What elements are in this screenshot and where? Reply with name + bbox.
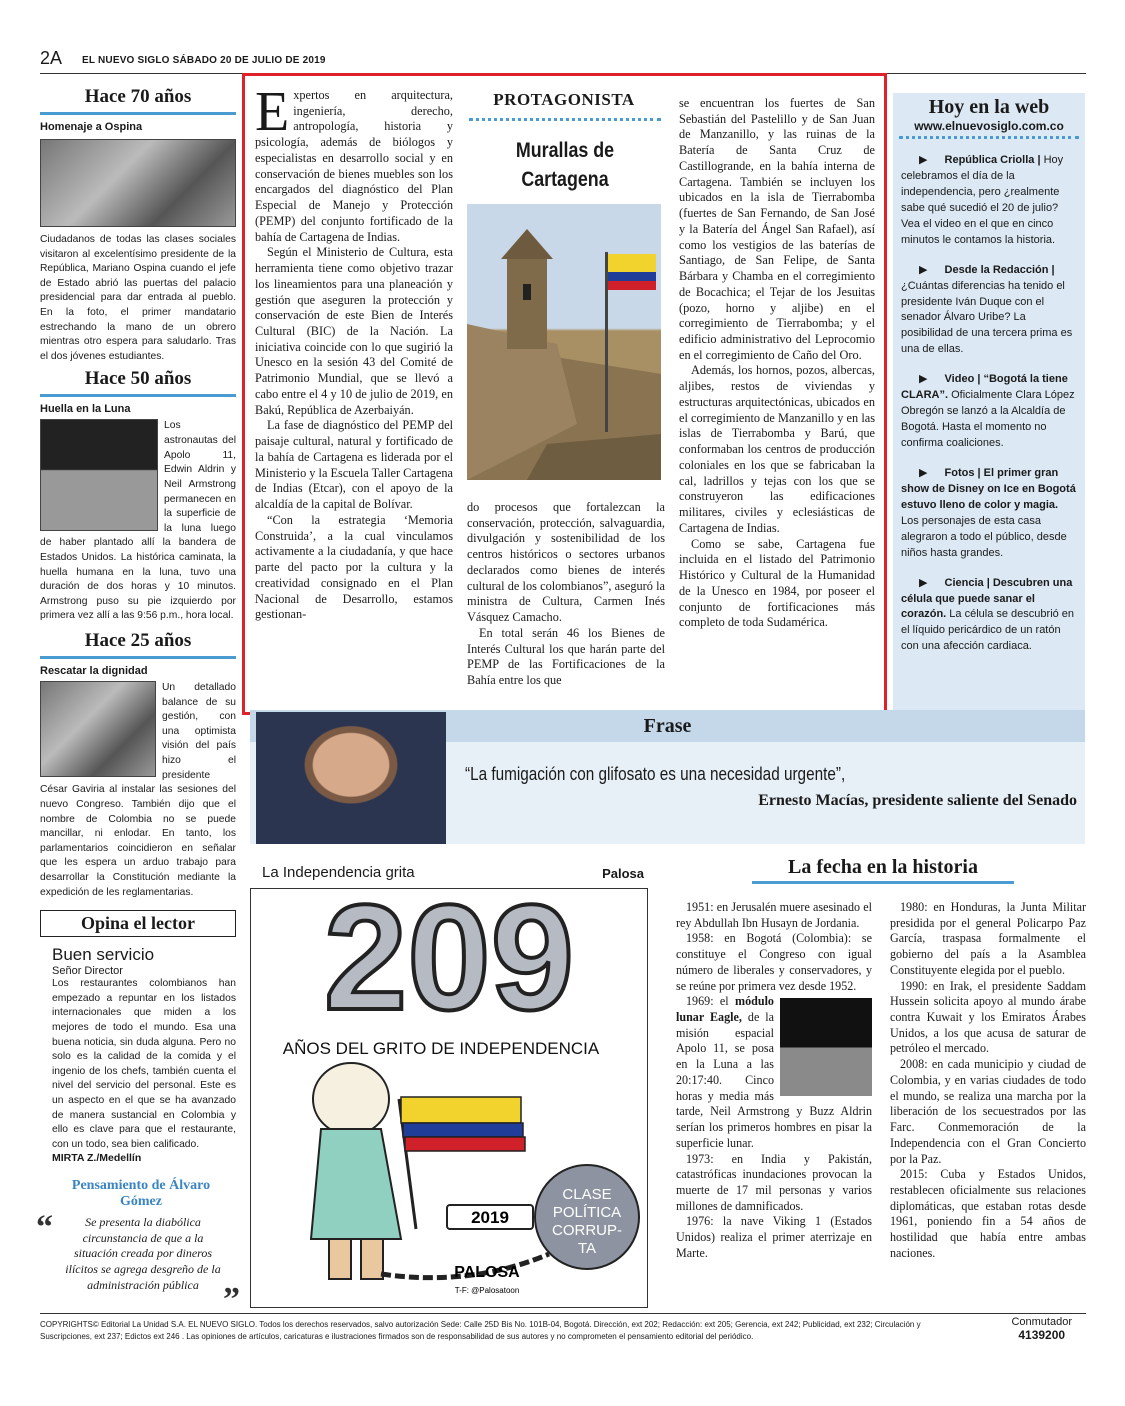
article-p7: se encuentran los fuertes de San Sebastián del Pastelillo y de San Juan de Manzanillo, y las ruinas de la Batería de Santa Cruz de Castillogrande, en la bahía interna de Cartagena. También se incluyen los ubicados en la isla de Tierrabomba (fuertes de San Fernando, de San José y la Batería del Ángel San Rafael), así como los vestigios de las baterías de Santiago, de San Felipe, de Santa Bárbara y Chamba en el corregimiento de Bocachica; el Tejar de los Jesuitas (pozo, horno y aljibe) en el corregimiento de Tierrabomba; y el edificio administrativo del Leprocomio en el corregimiento de Caño del Oro.	[679, 96, 875, 362]
pensamiento-text: Se presenta la diabólica circunstancia de que a la situación creada por dineros ilícitos se agrega desgreño de la administración pública	[65, 1215, 221, 1292]
web-item[interactable]	[901, 576, 1077, 656]
ball-line-2: POLÍTICA	[552, 1204, 622, 1221]
web-item-text: Oficialmente Clara López Obregón se lanzó a la Alcaldía de Bogotá. Hasta el momento no confirma coaliciones.	[901, 389, 1075, 449]
section-sub-70: Homenaje a Ospina	[40, 121, 143, 133]
cartoon-209: 209	[323, 889, 575, 1041]
text-70: Ciudadanos de todas las clases sociales visitaron al excelentísimo presidente de la República, Mariano Ospina cuando el jefe de Estado abrió las puertas del palacio presidencial para dar entrada al pueblo. En la foto, el primer mandatario estrechando la mano de un obrero mientras otro espera para saludarlo. Tras el dos jóvenes estudiantes.	[40, 234, 236, 362]
left-column	[36, 86, 240, 1319]
cartoon	[250, 856, 648, 1308]
cartoon-frame	[250, 888, 648, 1308]
event-1958: 1958: en Bogotá (Colombia): se constituye el Congreso con igual número de liberales y conservadores, y se reúne por primera vez desde 1952.	[676, 931, 872, 993]
event-1969-a: 1969: el	[686, 994, 729, 1009]
event-1969-b: módulo lunar Eagle,	[676, 994, 774, 1025]
photo-ospina	[40, 139, 236, 227]
opina-text: Los restaurantes colombianos han empezado a repuntar en los listados internacionales que miden a los mejores de todo el mundo. Esa una buena noticia, sin duda alguna. Pero no solo es la calidad de la comida y el ingenio de los chefs, también cuenta el nivel del servicio del personal. Este es un aspecto en el que se ha avanzado de manera sustancial en Colombia y ello es clave para que el restaurante, con un todo, sea bien calificado.	[52, 978, 236, 1150]
ball-line-1: CLASE	[562, 1186, 612, 1203]
frase-quote: “La fumigación con glifosato es una necesidad urgente”,	[465, 764, 846, 784]
kicker-dots	[469, 118, 661, 121]
ball-line-4: TA	[577, 1240, 597, 1257]
section-title-70: Hace 70 años	[40, 86, 236, 115]
cartoon-credit: T-F: @Palosatoon	[454, 1286, 520, 1295]
article-p8: Además, los hornos, pozos, albercas, aljibes, restos de viviendas y estructuras arquitectónicas, ubicados en el corregimiento de Manzanillo y en las islas de Tierrabomba y Barú, que conformaban los centros de producción coloniales en los que se fabricaban la cal, ladrillos y tejas con los que se construyeron las edificaciones militares, civiles y eclesiásticas de Cartagena de Indias.	[679, 363, 875, 535]
web-url-dots	[899, 136, 1079, 139]
play-icon: ▶	[919, 154, 928, 166]
article-p5: do procesos que fortalezcan la conservación, protección, salvaguardia, divulgación y sostenibilidad de los centros históricos o sectores urbanos declarados como bienes de interés cultural de los colombianos”, aseguró la ministra de Cultura, Carmen Inés Vásquez Camacho.	[467, 500, 665, 625]
fortress-illustration	[467, 204, 661, 480]
event-1990: 1990: en Irak, el presidente Saddam Hussein solicita apoyo al mundo árabe contra Kuwait y los Emiratos Árabes Unidos, a los que acusa de saturar de petróleo el mercado.	[890, 978, 1086, 1056]
article-p1: xpertos en arquitectura, ingeniería, derecho, antropología, historia y psicología, además de biólogos y especialistas en desarrollo social y en conservación de bienes muebles son los encargados del diagnóstico del Plan Especial de Manejo y Protección (PEMP) del conjunto fortificado de la bahía de Cartagena de Indias.	[255, 88, 453, 244]
frase-author: Ernesto Macías, presidente saliente del Senado	[758, 792, 1077, 809]
article-p6: En total serán 46 los Bienes de Interés Cultural los que harán parte del PEMP de las Fortificaciones de la Bahía entre los que	[467, 625, 665, 688]
web-item-text: Hoy celebramos el día de la independencia, pero ¿realmente sabe qué sucedió el 20 de julio? Vea el video en el que en cinco minutos le contamos la historia.	[901, 154, 1064, 246]
text-50: Los astronautas del Apolo 11, Edwin Aldrin y Neil Armstrong permanecen en la superficie de la luna luego de haber plantado allí la bandera de Estados Unidos. La histórica caminata, la huella humana en la luna, tuvo una duración de dos horas y 10 minutos. Armstrong puso su pie izquierdo por primera vez allí a las 9:56 p.m., hora local.	[40, 420, 236, 622]
frase-label: Frase	[250, 710, 1085, 742]
photo-fortress	[467, 204, 661, 480]
article-col-1	[255, 81, 453, 623]
web-url[interactable]: www.elnuevosiglo.com.co	[914, 119, 1064, 133]
opina-headline: Buen servicio	[52, 945, 155, 965]
conmutador-number: 4139200	[1018, 1328, 1066, 1342]
event-1951: 1951: en Jerusalén muere asesinado el rey Abdullah Ibn Husayn de Jordania.	[676, 900, 872, 930]
cartoon-author: Palosa	[602, 866, 644, 881]
web-item[interactable]	[901, 372, 1077, 452]
web-item[interactable]	[901, 466, 1077, 562]
drop-cap: E	[255, 81, 290, 143]
web-item-text: Los personajes de esta casa alegraron a todo el público, desde niños hasta grandes.	[901, 514, 1067, 559]
photo-gaviria	[40, 681, 156, 777]
section-title-25: Hace 25 años	[40, 630, 236, 659]
web-title: Hoy en la web	[928, 96, 1050, 118]
web-item-section: Fotos | El primer gran show de Disney on Ice en Bogotá estuvo lleno de color y magia.	[901, 466, 1076, 511]
cartoon-title: La Independencia grita	[262, 864, 415, 881]
cartoon-year: 2019	[471, 1208, 509, 1227]
section-title-50: Hace 50 años	[40, 368, 236, 397]
web-item[interactable]	[901, 263, 1077, 359]
section-sub-50: Huella en la Luna	[40, 403, 131, 416]
play-icon: ▶	[919, 576, 928, 589]
article-p2: Según el Ministerio de Cultura, esta herramienta tiene como objetivo trazar los lineamientos para una planeación y gestión que aseguren la protección y conservación de este Bien de Interés Cultural (BIC) de la Nación. La iniciativa coincide con lo que sugirió la Unesco en la sesión 43 del Comité de Patrimonio Mundial, que se llevó a cabo entre el 4 y 10 de julio de 2019, en Bakú, República de Azerbaiyán.	[255, 245, 453, 417]
play-icon: ▶	[919, 373, 928, 386]
article-col-2	[467, 500, 665, 689]
pensamiento-quote	[36, 1209, 240, 1319]
close-quote-icon: ”	[223, 1281, 240, 1319]
page-header	[40, 48, 1086, 74]
web-item-section: Desde la Redacción |	[944, 263, 1055, 276]
web-item-text: ¿Cuántas diferencias ha tenido el presidente Iván Duque con el senador Álvaro Uribe? La posibilidad de una tercera prima es una de ellas.	[901, 279, 1073, 356]
fecha-col-1	[676, 900, 872, 1262]
conmutador-label: Conmutador	[1011, 1316, 1072, 1328]
opina-salute: Señor Director	[52, 965, 123, 978]
opina-title: Opina el lector	[40, 910, 236, 937]
page-footer	[40, 1313, 1086, 1342]
event-1980: 1980: en Honduras, la Junta Militar presidida por el general Policarpo Paz García, traspasa formalmente el gobierno del país a la Asamblea Constituyente elegida por el pueblo.	[890, 900, 1086, 977]
footer-copyright: COPYRIGHTS© Editorial La Unidad S.A. EL NUEVO SIGLO. Todos los derechos reservados, salvo autorización Sede: Calle 25D Bis No. 101B-04, Bogotá. Dirección, ext 202; Redacción: ext 205; Gerencia, ext 242; Publicidad, ext 232; Circulación y Suscripciones, ext 237; Edictos ext 246 . Las opiniones de artículos, caricaturas e ilustraciones firmados son de responsabilidad de sus autores y no comprometen el pensamiento editorial del periódico.	[40, 1320, 921, 1341]
play-icon: ▶	[919, 466, 928, 479]
article-p3: La fase de diagnóstico del PEMP del paisaje cultural, natural y fortificado de la bahía de Cartagena es liderada por el Ministerio y la Escuela Taller Cartagena de Indias (Etcar), con el apoyo de la alcaldía de la capital de Bolívar.	[255, 418, 453, 512]
event-2015: 2015: Cuba y Estados Unidos, restablecen oficialmente sus relaciones diplomáticas, que estaban rotas desde 1961, poniendo fin a 54 años de hostilidad que había entre ambas naciones.	[890, 1167, 1086, 1260]
event-2008: 2008: en cada municipio y ciudad de Colombia, y en varias ciudades de todo el mundo, se realiza una marcha por la liberación de los secuestrados por las Farc. Conmemoración de la Independencia con el Gran Concierto por la Paz.	[890, 1057, 1086, 1166]
event-1973: 1973: en India y Pakistán, catastróficas inundaciones provocan la muerte de 17 mil personas y varios millones de damnificados.	[676, 1151, 872, 1213]
article-p9: Como se sabe, Cartagena fue incluida en el listado del Patrimonio Histórico y Cultural de la Humanidad de la Unesco en 1984, por poseer el conjunto de fortificaciones más completo de toda Sudamérica.	[679, 536, 875, 630]
article-kicker: PROTAGONISTA	[493, 90, 635, 109]
frase-band	[250, 710, 1085, 844]
web-item-section: Ciencia | Descubren una célula que puede sanar el corazón.	[901, 576, 1073, 621]
cartoon-illustration	[251, 889, 647, 1307]
page-number: 2A	[40, 48, 63, 68]
web-sidebar	[893, 93, 1085, 720]
fecha-title: La fecha en la historia	[752, 856, 1014, 884]
ball-line-3: CORRUP-	[552, 1222, 622, 1239]
conmutador	[1011, 1316, 1072, 1342]
web-item-section: Video | “Bogotá la tiene CLARA”.	[901, 373, 1068, 402]
section-sub-25: Rescatar la dignidad	[40, 665, 148, 678]
photo-moon	[40, 419, 158, 531]
web-item[interactable]	[901, 153, 1077, 249]
portrait-photo	[256, 712, 446, 844]
cartoon-signature: PALOSA	[454, 1264, 520, 1281]
event-1976: 1976: la nave Viking 1 (Estados Unidos) realiza el primer aterrizaje en Marte.	[676, 1214, 872, 1260]
play-icon: ▶	[919, 263, 928, 276]
article-box	[242, 73, 887, 715]
photo-eagle	[780, 998, 872, 1096]
opina-signature: MIRTA Z./Medellín	[52, 1152, 142, 1165]
fecha-historia	[676, 856, 1086, 1308]
fecha-col-2	[890, 900, 1086, 1262]
web-item-section: República Criolla |	[944, 154, 1041, 166]
article-title: Murallas de Cartagena	[515, 139, 615, 192]
text-25: Un detallado balance de su gestión, con una optimista visión del país hizo el presidente César Gaviria al instalar las sesiones del nuevo Congreso. También dijo que el nombre de Colombia no se puede mancillar, ni enlodar. En tanto, los parlamentarios coincidieron en señalar que les espera un arduo trabajo para desarrollar la Constitución mediante la expedición de les reglamentarias.	[40, 682, 236, 898]
open-quote-icon: “	[36, 1209, 53, 1247]
web-item-text: La célula se descubrió en el líquido pericárdico de un ratón con una afección cardiaca.	[901, 608, 1075, 653]
event-1969-c: de la misión espacial Apolo 11, se posa en la Luna a las 20:17:40. Cinco horas y media más tarde, Neil Armstrong y Buzz Aldrin serían los primeros hombres en pisar la superficie lunar.	[676, 1010, 872, 1150]
article-col-3	[679, 96, 875, 631]
cartoon-caption: AÑOS DEL GRITO DE INDEPENDENCIA	[282, 1039, 600, 1058]
masthead-date: EL NUEVO SIGLO SÁBADO 20 DE JULIO DE 2019	[82, 55, 326, 66]
article-p4: “Con la estrategia ‘Memoria Construida’, a la cual vinculamos activamente a la ciudadanía, y que hace parte del pacto por la cultura y la creatividad consignado en el Plan Nacional de Desarrollo, estamos gestionan-	[255, 512, 453, 622]
pensamiento-title: Pensamiento de Álvaro Gómez	[71, 1178, 211, 1209]
